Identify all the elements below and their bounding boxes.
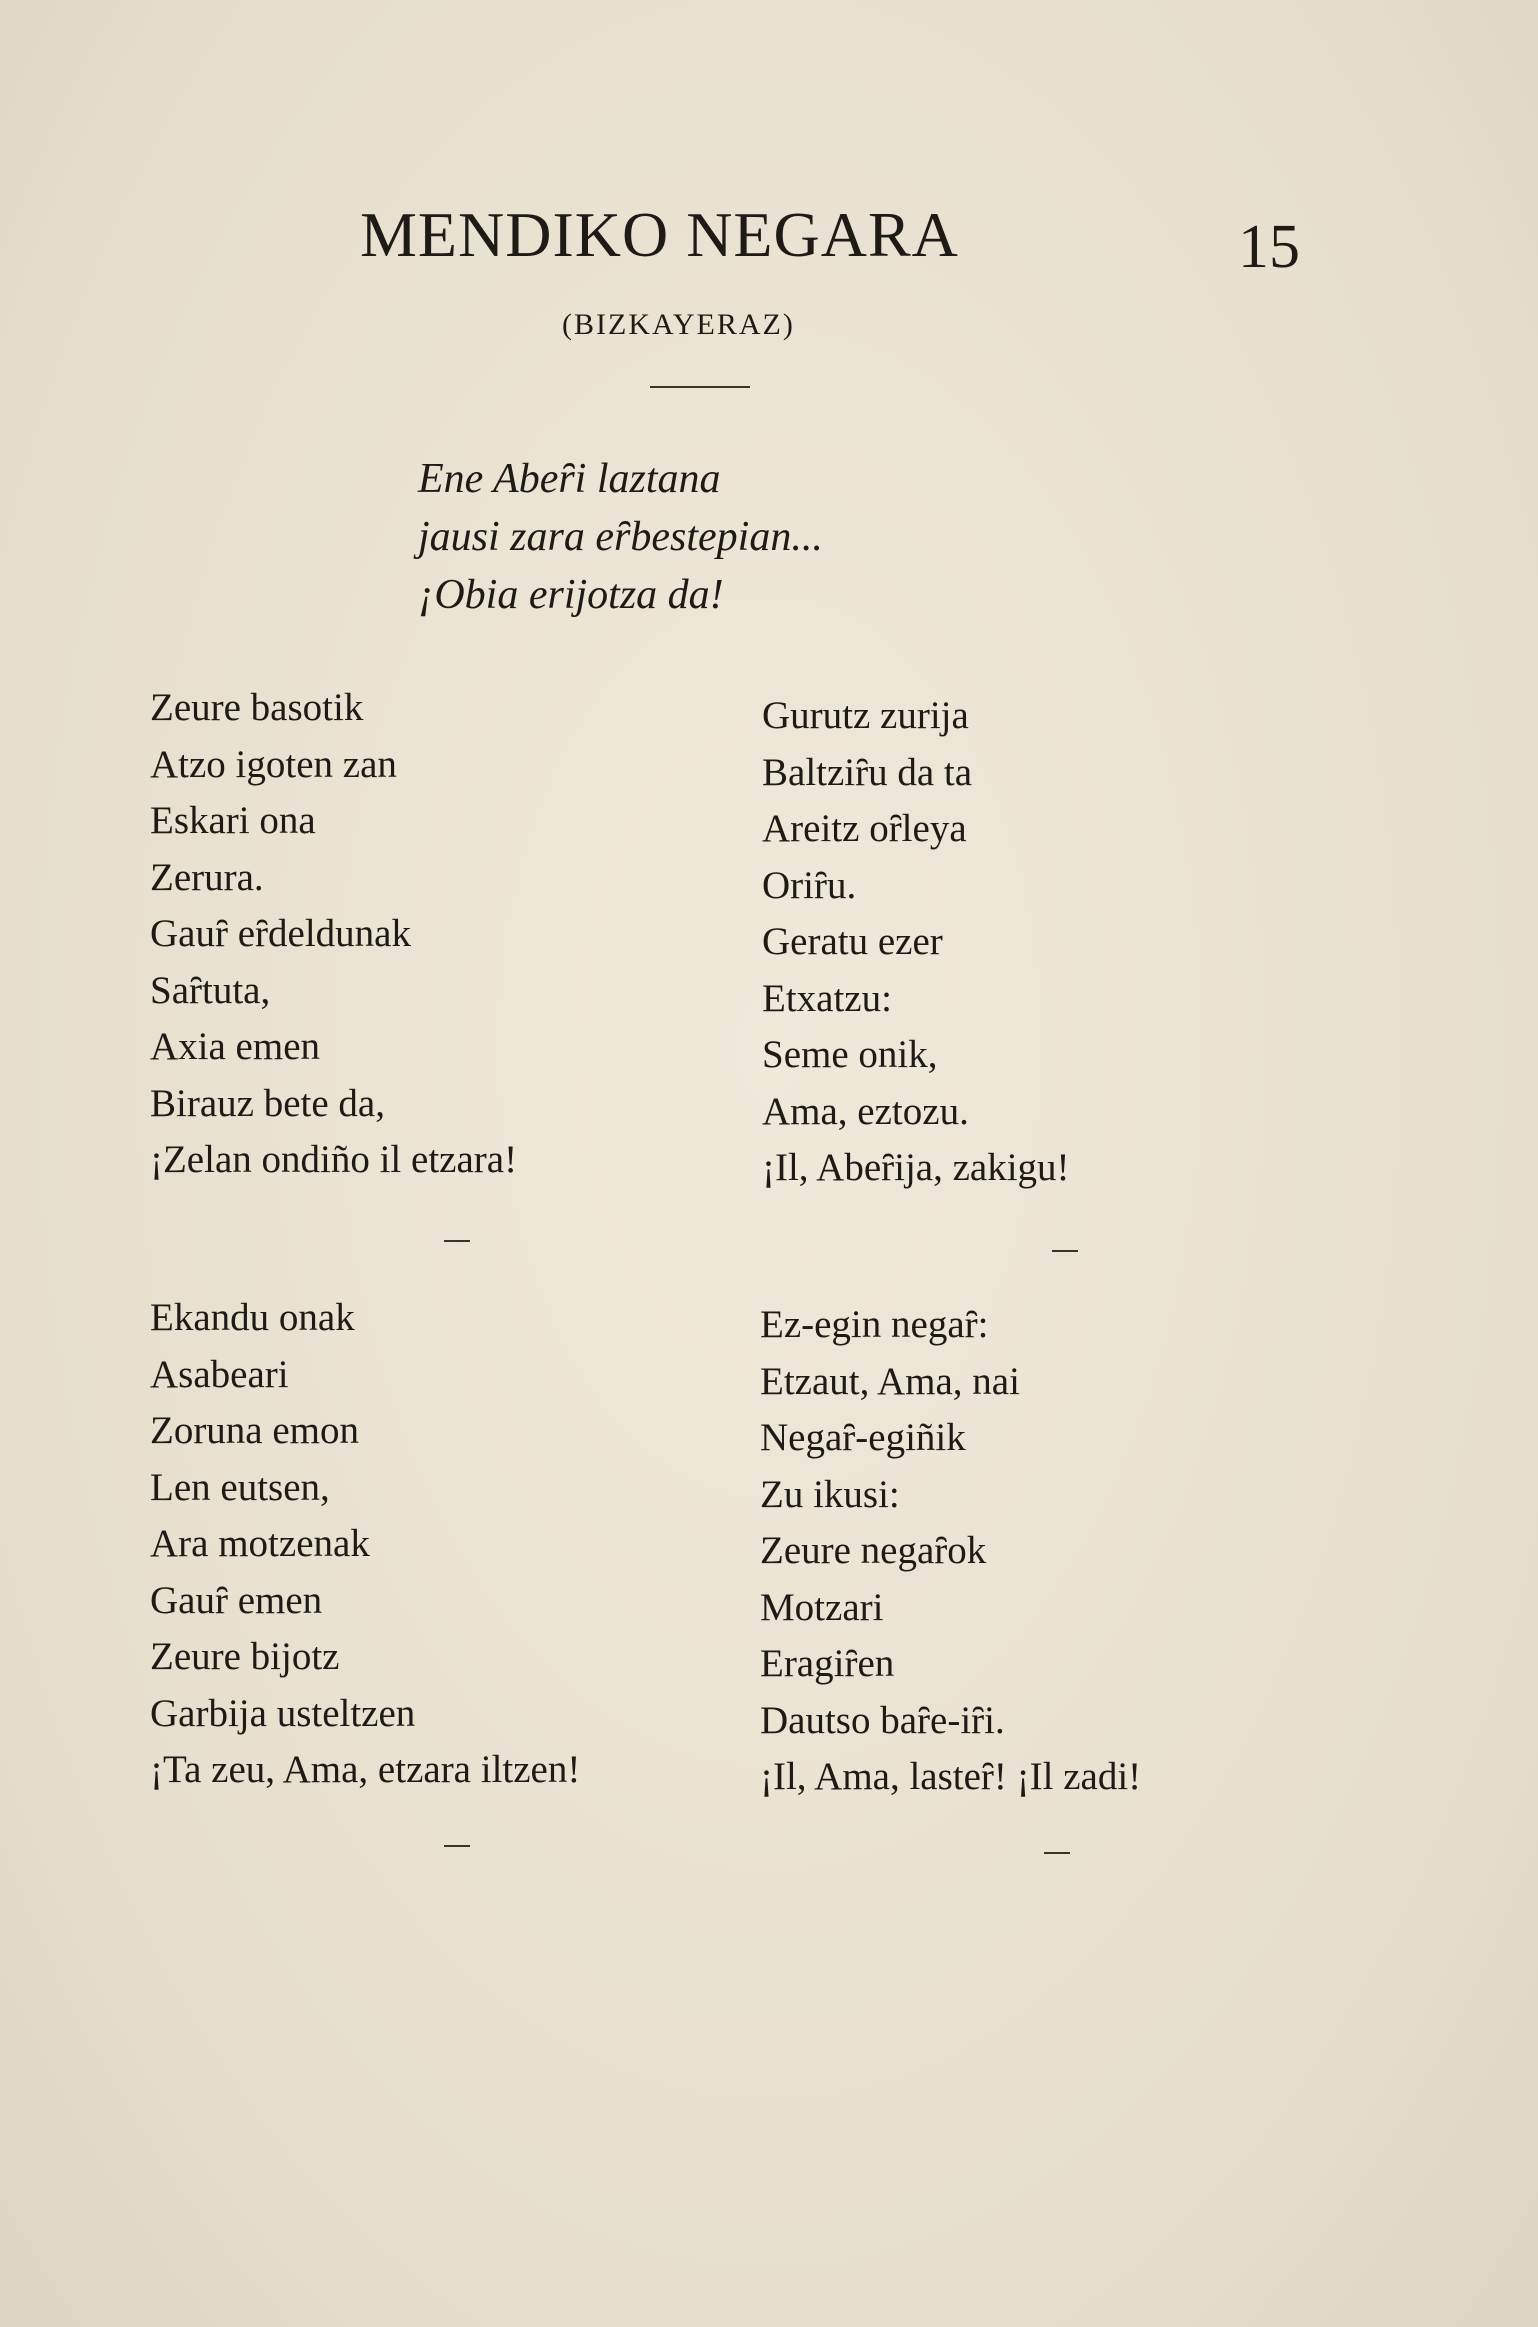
stanza-left-bottom [150,1290,580,1799]
stanza-divider [444,1240,470,1242]
verse-line: Atzo igoten zan [150,742,397,786]
verse-line: Zoruna emon [150,1409,360,1452]
page-number: 15 [1238,213,1300,281]
verse-line: Birauz bete da, [150,1081,385,1125]
stanza-divider [444,1845,470,1847]
verse-line: Baltziȓu da ta [762,750,973,794]
verse-line: Axia emen [150,1025,321,1068]
verse-line: Ekandu onak [150,1296,355,1339]
verse-line: ¡Il, Ama, lasteȓ! ¡Il zadi! [760,1755,1142,1798]
verse-line: Ama, eztozu. [762,1089,969,1133]
verse-line: Zeure bijotz [150,1635,340,1678]
verse-line: Gauȓ emen [150,1578,323,1622]
epigraph-line: Ene Abeȓi laztana [418,456,721,502]
verse-line: Motzari [760,1585,884,1629]
verse-line: Dautso baȓe-iȓi. [760,1698,1005,1742]
verse-line: ¡Zelan ondiño il etzara! [150,1138,518,1181]
verse-line: ¡Il, Abeȓija, zakigu! [762,1146,1070,1189]
verse-line: Zu ikusi: [760,1472,900,1516]
verse-line: Gauȓ eȓdeldunak [150,912,411,955]
stanza-right-top [762,688,1070,1197]
verse-line: Etxatzu: [762,976,892,1020]
verse-line: Ara motzenak [150,1522,370,1565]
verse-line: Len eutsen, [150,1465,330,1509]
stanza-divider [1044,1852,1070,1854]
title-rule [650,386,750,388]
epigraph [418,450,823,624]
verse-line: Eragiȓen [760,1642,895,1685]
epigraph-line: jausi zara eȓbestepian... [418,514,823,560]
poem-subtitle: (BIZKAYERAZ) [562,308,795,341]
epigraph-line: ¡Obia erijotza da! [418,572,724,618]
verse-line: Saȓtuta, [150,968,271,1012]
stanza-right-bottom [760,1297,1141,1806]
verse-line: Ez-egin negaȓ: [760,1303,989,1346]
stanza-left-top [150,680,517,1189]
stanza-divider [1052,1250,1078,1252]
verse-line: Zeure basotik [150,686,364,729]
verse-line: Areitz oȓleya [762,807,967,850]
verse-line: Zerura. [150,855,264,899]
verse-line: Gurutz zurija [762,694,969,737]
verse-line: Oriȓu. [762,863,857,907]
verse-line: Seme onik, [762,1033,938,1076]
verse-line: Zeure negaȓok [760,1529,987,1572]
verse-line: Geratu ezer [762,920,943,963]
verse-line: Etzaut, Ama, nai [760,1359,1020,1403]
verse-line: Eskari ona [150,799,316,842]
verse-line: ¡Ta zeu, Ama, etzara iltzen! [150,1748,581,1791]
verse-line: Garbija usteltzen [150,1691,416,1735]
verse-line: Negaȓ-egiñik [760,1416,966,1459]
verse-line: Asabeari [150,1352,289,1396]
poem-title: MENDIKO NEGARA [360,199,959,270]
